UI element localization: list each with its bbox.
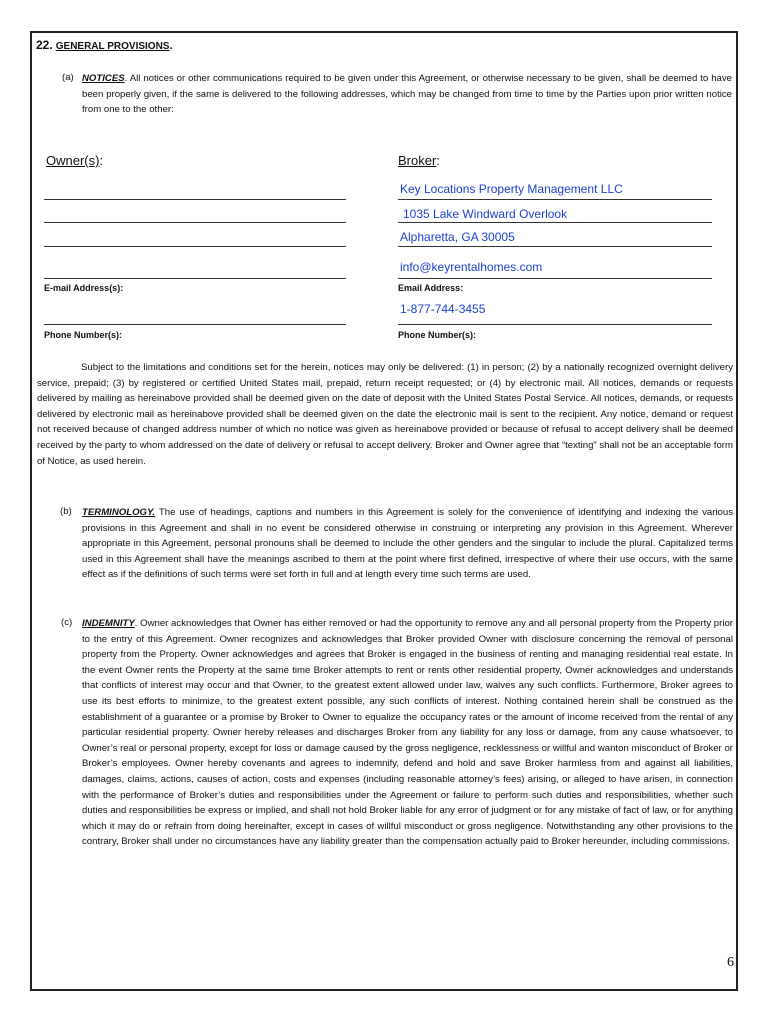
owner-heading xyxy=(46,153,103,168)
broker-line-1 xyxy=(398,199,712,200)
indemnity-heading: INDEMNITY xyxy=(82,618,135,629)
indemnity-paragraph xyxy=(82,616,733,850)
broker-email-line xyxy=(398,278,712,279)
indemnity-marker: (c) xyxy=(61,617,73,628)
section-number: 22. xyxy=(36,38,53,52)
broker-phone-label: Phone Number(s): xyxy=(398,330,477,340)
terminology-marker: (b) xyxy=(60,506,72,517)
owner-phone-label: Phone Number(s): xyxy=(44,330,123,340)
broker-name: Key Locations Property Management LLC xyxy=(400,182,623,196)
broker-phone-line xyxy=(398,324,712,325)
broker-email-label: Email Address: xyxy=(398,283,464,293)
terminology-paragraph xyxy=(82,505,733,583)
section-title xyxy=(36,38,173,52)
notices-marker: (a) xyxy=(62,72,74,83)
page-number: 6 xyxy=(727,955,734,970)
section-name: GENERAL PROVISIONS xyxy=(55,41,170,52)
owner-line-2[interactable] xyxy=(44,222,346,223)
broker-street: 1035 Lake Windward Overlook xyxy=(403,207,568,221)
terminology-heading: TERMINOLOGY. xyxy=(82,507,156,518)
broker-city: Alpharetta, GA 30005 xyxy=(400,230,515,244)
broker-phone: 1-877-744-3455 xyxy=(400,302,486,316)
notices-text: . All notices or other communications required to be given under this Agreement, or otherwise necessary to be given, shall be deemed to have been properly given, if the same is delivered to the following addresses, which may be changed from time to time by the Parties upon prior written notice from one to the other: xyxy=(82,73,732,116)
owner-line-3[interactable] xyxy=(44,246,346,247)
broker-heading-suffix: : xyxy=(436,153,440,168)
broker-heading xyxy=(398,153,440,168)
section-title-suffix: . xyxy=(169,40,173,52)
owner-email-label: E-mail Address(s): xyxy=(44,283,124,293)
broker-heading-label: Broker xyxy=(398,153,437,168)
indemnity-text: . Owner acknowledges that Owner has either removed or had the opportunity to remove any and all personal property from the Property prior to the entry of this Agreement. Owner recognizes and acknowledges that Broker provided Owner with disclosure concerning the removal of personal property from the Property. Owner acknowledges and agrees that Broker is engaged in the business of renting and managing residential real estate. In the event Owner rents the Property at the same time Broker attempts to rent or rents other residential property, Owner acknowledges and understands that conflicts of interest may occur and that Owner, to the greatest extent allowed under law, waives any such conflicts. Furthermore, Broker agrees to use its best efforts to minimize, to the greatest extent possible, any such conflicts of interest. Nothing contained herein shall be construed as the establishment of a guarantee or a promise by Broker to Owner to equalize the occupancy rates or the amount of income received from the rental of any particular residential property. Owner hereby releases and discharges Broker from any liability for any loss or damage, from any cause whatsoever, to Owner’s real or personal property, except for loss or damage caused by the gross negligence, recklessness or willful and wanton misconduct of Broker or Broker’s employees. Owner hereby covenants and agrees to indemnify, defend and hold and save Broker harmless from and against all liabilities, damages, claims, actions, causes of action, costs and expenses (including reasonable attorney’s fees) arising, or alleged to have arisen, in connection with the performance of Broker’s duties and responsibilities under the Agreement or failure to perform such duties and responsibilities, whether such duties and responsibilities be express or implied, and shall not hold Broker liable for any error of judgment or for any mistake of fact of law, or for anything which it may do or refrain from doing hereinafter, except in cases of willful misconduct or gross negligence. Notwithstanding any other provisions to the contrary, Broker shall under no circumstances have any liability greater than the compensation actually paid to Broker hereunder, including commissions. xyxy=(82,618,733,848)
owner-heading-label: Owner(s) xyxy=(46,153,100,168)
terminology-text: The use of headings, captions and numbers in this Agreement is solely for the convenience of identifying and indexing the various provisions in this Agreement and shall in no event be considered otherwise in construing or interpreting any provision in this Agreement. Wherever appropriate in this Agreement, personal pronouns shall be deemed to include the other genders and the singular to include the plural. Capitalized terms used in this Agreement shall have the meanings ascribed to them at the point where first defined, irrespective of where their use occurs, with the same effect as if the definitions of such terms were set forth in full and at length every time such terms are used. xyxy=(82,507,733,581)
owner-phone-line[interactable] xyxy=(44,324,346,325)
broker-email: info@keyrentalhomes.com xyxy=(400,260,543,274)
broker-line-3 xyxy=(398,246,712,247)
owner-line-1[interactable] xyxy=(44,199,346,200)
owner-email-line[interactable] xyxy=(44,278,346,279)
notices-heading: NOTICES xyxy=(82,73,125,84)
notices-paragraph xyxy=(82,71,732,118)
owner-heading-suffix: : xyxy=(99,153,104,168)
broker-line-2 xyxy=(398,222,712,223)
delivery-paragraph: Subject to the limitations and conditions set for the herein, notices may only be delivered: (1) in person; (2) by a nationally recognized overnight delivery service, prepaid; (3) by registered or certified United States mail, prepaid, return receipt requested; or (4) by electronic mail. All notices, demands or requests delivered by mailing as hereinabove provided shall be deemed given on the date of deposit with the United States Postal Service. All notices, demands, or requests delivered by electronic mail as hereinabove provided shall be deemed given on the date the electronic mail is sent to the recipient. Any notice, demand or request not received because of changed address number of which no notice was given as hereinabove provided or because of refusal to accept delivery shall be deemed received by the party to whom addressed on the date of delivery or refusal to accept delivery. Broker and Owner agree that “texting” shall not be an acceptable form of Notice, as used herein. xyxy=(37,362,733,467)
